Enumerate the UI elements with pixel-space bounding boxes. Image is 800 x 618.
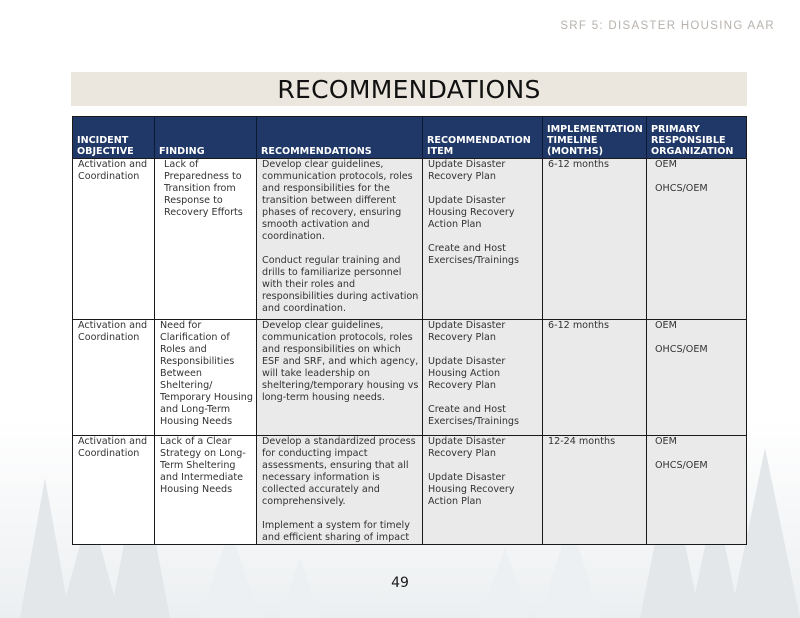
cell-finding: Lack of a Clear Strategy on Long-Term Sheltering and Intermediate Housing Needs [155, 436, 257, 545]
table-row [73, 436, 747, 545]
organization: OHCS/OEM [655, 344, 708, 355]
organization: OEM [655, 436, 677, 447]
cell-finding: Need for Clarification of Roles and Responsibilities Between Sheltering/ Temporary Housing and Long-Term Housing Needs [155, 320, 257, 436]
page-number: 49 [391, 575, 409, 591]
header-primary-responsible-organization: PRIMARY RESPONSIBLE ORGANIZATION [647, 117, 747, 159]
organization: OHCS/OEM [655, 183, 708, 194]
recommendation-item: Create and Host Exercises/Trainings [428, 404, 520, 427]
recommendation-item: Update Disaster Housing Recovery Action Plan [428, 472, 515, 507]
header-finding: FINDING [155, 117, 257, 159]
title-band [71, 72, 747, 106]
cell-timeline: 6-12 months [543, 159, 647, 320]
cell-objective: Activation and Coordination [73, 436, 155, 545]
document-header-label: SRF 5: DISASTER HOUSING AAR [560, 20, 775, 32]
cell-recommendations [257, 436, 423, 545]
recommendation-item: Create and Host Exercises/Trainings [428, 243, 520, 266]
cell-recommendation-items [423, 320, 543, 436]
cell-objective: Activation and Coordination [73, 320, 155, 436]
recommendation-text: Implement a system for timely and efficient sharing of impact [262, 520, 410, 543]
header-incident-objective: INCIDENT OBJECTIVE [73, 117, 155, 159]
recommendation-item: Update Disaster Recovery Plan [428, 436, 506, 459]
recommendation-text: Develop a standardized process for conducting impact assessments, ensuring that all necessary information is collected accurately and comprehensively. [262, 436, 416, 507]
recommendations-table [72, 116, 747, 545]
header-implementation-timeline: IMPLEMENTATION TIMELINE (MONTHS) [543, 117, 647, 159]
cell-finding: Lack of Preparedness to Transition from Response to Recovery Efforts [155, 159, 257, 320]
recommendation-item: Update Disaster Housing Action Recovery Plan [428, 356, 506, 391]
recommendation-text: Conduct regular training and drills to familiarize personnel with their roles and responsibilities during activation and coordination. [262, 255, 419, 314]
cell-recommendation-items [423, 159, 543, 320]
recommendation-item: Update Disaster Recovery Plan [428, 159, 506, 182]
page-title: RECOMMENDATIONS [277, 75, 541, 104]
cell-organizations [647, 320, 747, 436]
organization: OEM [655, 320, 677, 331]
recommendation-item: Update Disaster Recovery Plan [428, 320, 506, 343]
cell-timeline: 6-12 months [543, 320, 647, 436]
cell-recommendations [257, 320, 423, 436]
header-recommendations: RECOMMENDATIONS [257, 117, 423, 159]
organization: OEM [655, 159, 677, 170]
table-row [73, 159, 747, 320]
cell-recommendation-items [423, 436, 543, 545]
recommendation-item: Update Disaster Housing Recovery Action Plan [428, 195, 515, 230]
cell-recommendations [257, 159, 423, 320]
header-recommendation-item: RECOMMENDATION ITEM [423, 117, 543, 159]
cell-organizations [647, 159, 747, 320]
table-header-row [73, 117, 747, 159]
recommendation-text: Develop clear guidelines, communication protocols, roles and responsibilities for the transition between different phases of recovery, ensuring smooth activation and coordination. [262, 159, 413, 242]
cell-timeline: 12-24 months [543, 436, 647, 545]
cell-organizations [647, 436, 747, 545]
recommendation-text: Develop clear guidelines, communication protocols, roles and responsibilities on which ESF and SRF, and which agency, will take leadership on sheltering/temporary housing vs long-term housing needs. [262, 320, 419, 403]
organization: OHCS/OEM [655, 460, 708, 471]
cell-objective: Activation and Coordination [73, 159, 155, 320]
table-row [73, 320, 747, 436]
